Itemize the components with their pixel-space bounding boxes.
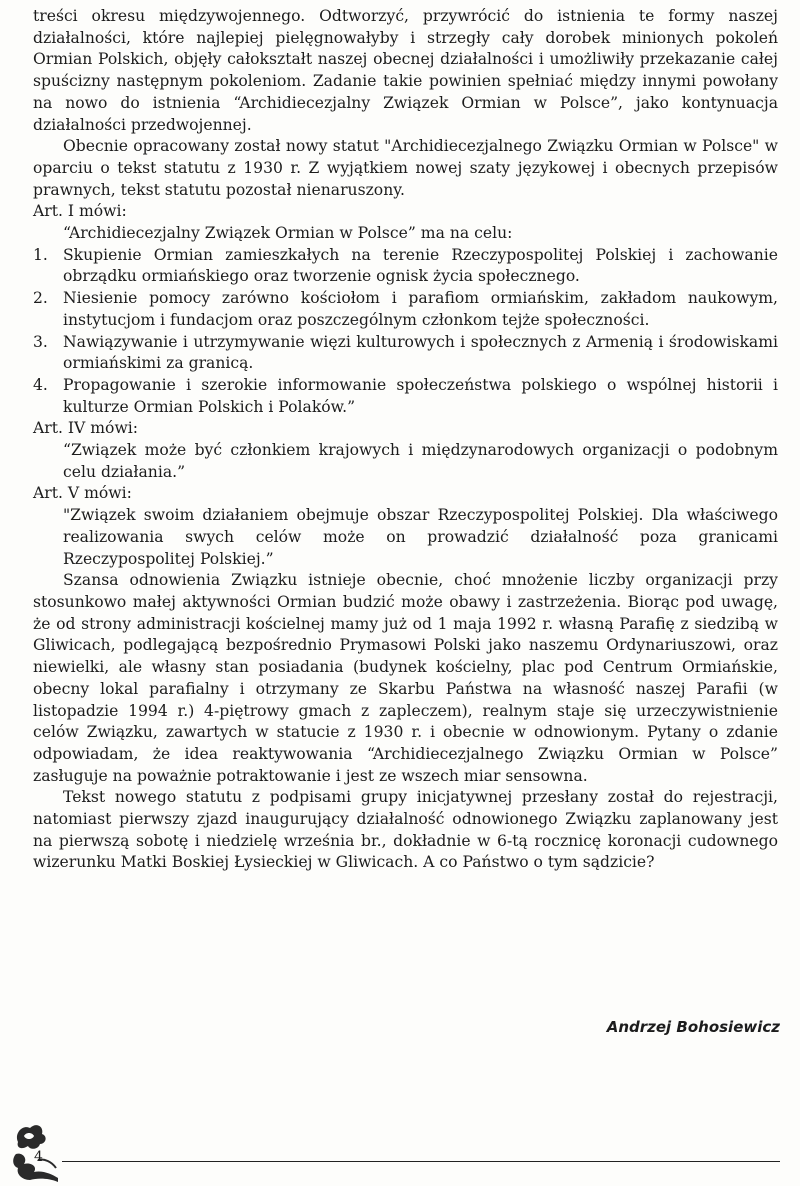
article-4-quote: “Związek może być członkiem krajowych i międzynarodowych organizacji o podobnym celu działania.” [63,441,778,481]
article-1-label: Art. I mówi: [33,202,127,221]
list-item-number: 1. [33,245,48,264]
list-item-number: 2. [33,289,48,308]
paragraph-2: Obecnie opracowany został nowy statut "Archidiecezjalnego Związku Ormian w Polsce" w oparciu o tekst statutu z 1930 r. Z wyjątkiem nowej szaty językowej i obecnych przepisów prawnych, tekst statutu pozostał nienaruszony. [33,137,778,199]
list-item [33,332,778,375]
article-5-label: Art. V mówi: [33,484,132,503]
list-item-number: 4. [33,375,48,394]
list-item-text: Niesienie pomocy zarówno kościołom i parafiom ormiańskim, zakładom naukowym, instytucjom i fundacjom oraz poszczególnym członkom tejże społeczności. [63,289,778,329]
list-item-text: Nawiązywanie i utrzymywanie więzi kulturowych i społecznych z Armenią i środowiskami ormiańskimi za granicą. [63,332,778,373]
page-number: 4 [34,1149,43,1165]
paragraph-3: Szansa odnowienia Związku istnieje obecnie, choć mnożenie liczby organizacji przy stosunkowo małej aktywności Ormian budzić może obawy i zastrzeżenia. Biorąc pod uwagę, że od strony administracji kościelnej mamy już od 1 maja 1992 r. własną Parafię z siedzibą w Gliwicach, podlegającą bezpośrednio Prymasowi Polski jako naszemu Ordynariuszowi, oraz niewielki, ale własny stan posiadania (budynek kościelny, plac pod Centrum Ormiańskie, obecny lokal parafialny i otrzymany ze Skarbu Państwa na własność naszej Parafii (w listopadzie 1994 r.) 4-piętrowy gmach z zapleczem), realnym staje się urzeczywistnienie celów Związku, zawartych w statucie z 1930 r. i obecnie w odnowionym. Pytany o zdanie odpowiadam, że idea reaktywowania “Archidiecezjalnego Związku Ormian w Polsce” zasługuje na poważnie potraktowanie i jest ze wszech miar sensowna. [33,571,778,785]
list-item [33,288,778,331]
article-1-list [33,245,778,419]
author-signature: Andrzej Bohosiewicz [606,1018,780,1036]
article-body [33,0,778,874]
article-4-label: Art. IV mówi: [33,419,139,438]
list-item-text: Propagowanie i szerokie informowanie społeczeństwa polskiego o wspólnej historii i kulturze Ormian Polskich i Polaków.” [63,375,778,416]
paragraph-4: Tekst nowego statutu z podpisami grupy inicjatywnej przesłany został do rejestracji, natomiast pierwszy zjazd inaugurujący działalność odnowionego Związku zaplanowany jest na pierwszą sobotę i niedzielę września br., dokładnie w 6-tą rocznicę koronacji cudownego wizerunku Matki Boskiej Łysieckiej w Gliwicach. A co Państwo o tym sądzicie? [33,788,778,872]
armenian-ornament-icon [8,1112,66,1184]
list-item-number: 3. [33,332,48,351]
list-item-text: Skupienie Ormian zamieszkałych na terenie Rzeczypospolitej Polskiej i zachowanie obrządku ormiańskiego oraz tworzenie ognisk życia społecznego. [63,245,778,286]
article-5-quote: "Związek swoim działaniem obejmuje obszar Rzeczypospolitej Polskiej. Dla właściwego realizowania swych celów może on prowadzić działalność poza granicami Rzeczypospolitej Polskiej.” [63,506,778,568]
paragraph-1: treści okresu międzywojennego. Odtworzyć, przywrócić do istnienia te formy naszej działalności, które najlepiej pielęgnowałyby i strzegły cały dorobek minionych pokoleń Ormian Polskich, objęły całokształt naszej obecnej działalności i umożliwiły przekazanie całej spuścizny następnym pokoleniom. Zadanie takie powinien spełniać między innymi powołany na nowo do istnienia “Archidiecezjalny Związek Ormian w Polsce”, jako kontynuacja działalności przedwojennej. [33,7,778,134]
article-1-quote: “Archidiecezjalny Związek Ormian w Polsce” ma na celu: [63,224,513,243]
list-item [33,375,778,418]
list-item [33,245,778,288]
footer-rule [62,1161,780,1162]
signature-block [607,1017,780,1036]
